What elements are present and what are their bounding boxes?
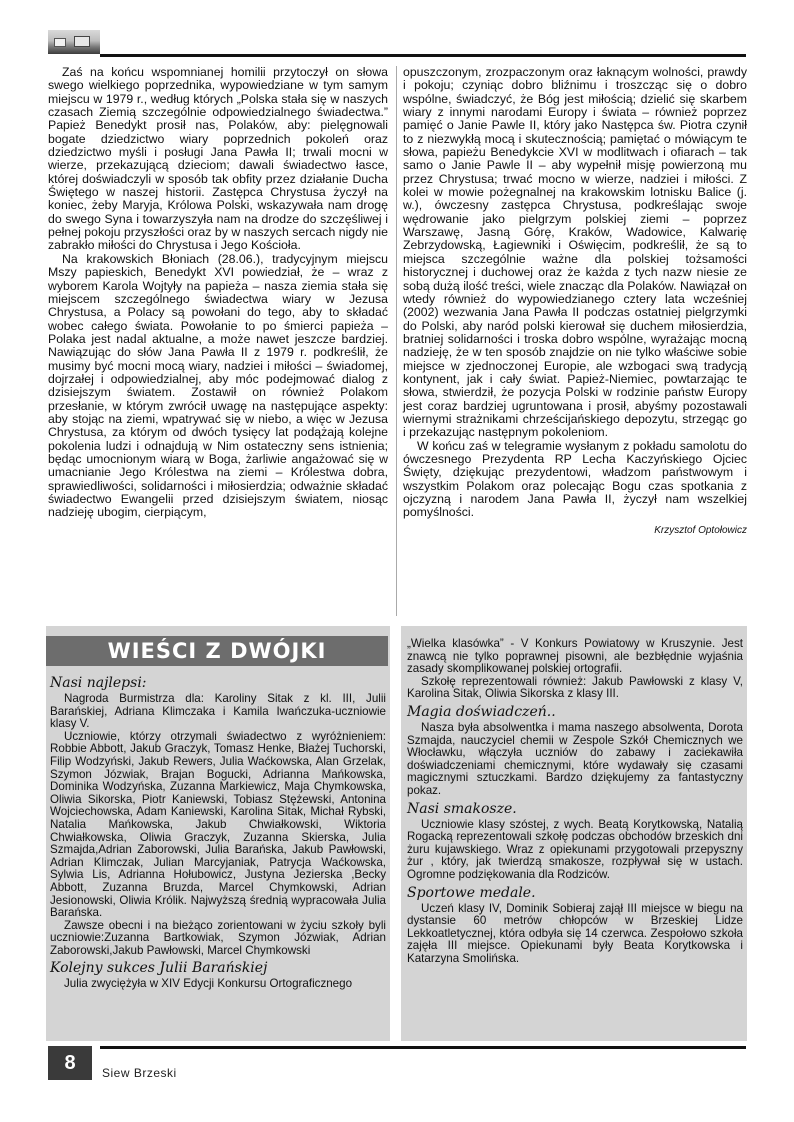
section-heading-sports: Sportowe medale.: [407, 884, 536, 901]
article-column-right: [403, 66, 747, 537]
news-title: WIEŚCI Z DWÓJKI: [46, 636, 388, 666]
article-paragraph: W końcu zaś w telegramie wysłanym z pokładu samolotu do ówczesnego Prezydenta RP Lecha Kaczyńskiego Ojciec Święty, dziękując prezydentowi, władzom państwowym i wszystkim Polakom oraz polecając Bogu czas spotkania z ojczyzną i narodem Jana Pawła II, życzył nam wszelkiej pomyślności.: [403, 438, 747, 520]
article-column-left: [48, 66, 388, 520]
header-rule: [100, 54, 746, 57]
news-paragraph: „Wielka klasówka” - V Konkurs Powiatowy w Kruszynie. Jest znawcą nie tylko poprawnej pisowni, ale bezbłędnie wyjaśnia zasady skomplikowanej polskiej ortografii.: [407, 637, 743, 676]
news-paragraph: Nasza była absolwentka i mama naszego absolwenta, Dorota Szmajda, nauczyciel chemii w Zespole Szkół Chemicznych we Włocławku, włączyła uczniów do zabawy i zaciekawiła doświadczeniami chemicznymi, które wydawały się czasami magicznymi sztuczkami. Bardzo dziękujemy za fantastyczny pokaz.: [407, 720, 743, 797]
news-paragraph: Nagroda Burmistrza dla: Karoliny Sitak z kl. III, Julii Barańskiej, Adriana Klimczaka i Kamila Iwańczuka-uczniowie klasy V.: [50, 692, 386, 731]
news-paragraph: Zawsze obecni i na bieżąco zorientowani w życiu szkoły byli uczniowie:Zuzanna Bartkowiak, Szymon Józwiak, Adrian Zaborowski,Jakub Pawłowski, Marcel Chymkowski: [50, 918, 386, 957]
news-section: [46, 626, 747, 1041]
news-paragraph: Uczeń klasy IV, Dominik Sobieraj zajął III miejsce w biegu na dystansie 60 metrów chłopców w Brzeskiej Lidze Lekkoatletycznej, która odbyła się 14 czerwca. Zespołowo szkoła zajęła III miejsce. Opiekunami były Beata Korytkowska i Katarzyna Smolińska.: [407, 901, 743, 965]
magazine-name: Siew Brzeski: [102, 1066, 177, 1080]
article-paragraph: Zaś na końcu wspomnianej homilii przytoczył on słowa swego wielkiego poprzednika, wypowiedziane w tym samym miejscu w 1979 r., według których „Polska stała się w naszych czasach Ziemią szczególnie odpowiedzialnego świadectwa.” Papież Benedykt prosił nas, Polaków, aby: pielęgnowali bogate dziedzictwo wiary poprzednich pokoleń oraz dziedzictwo myśli i posługi Jana Pawła II; trwali mocni w wierze, przekazującą dzieciom; dawali świadectwo łasce, której doświadczyli w sposób tak obfity przez działanie Ducha Świętego w naszej historii. Zastępca Chrystusa życzył na koniec, żeby Maryja, Królowa Polski, wskazywała nam drogę do swego Syna i towarzyszyła nam na drodze do szczęśliwej i pełnej pokoju przyszłości oraz by w naszych sercach nigdy nie zabrakło miłości do Chrystusa i Jego Kościoła.: [48, 65, 388, 253]
news-column-left: [50, 674, 386, 991]
article-paragraph: opuszczonym, zrozpaczonym oraz łaknącym wolności, prawdy i pokoju; czyniąc dobro bliźnimu i troszcząc się o dobro wspólne, świadczyć, że Bóg jest miłością; dzielić się skarbem wiary z innymi narodami Europy i świata – również poprzez pamięć o Janie Pawle II, który jako Następca św. Piotra czynił to z niezwykłą mocą i skutecznością; pamiętać o mówiącym te słowa, papieżu Benedykcie XVI w modlitwach i ofiarach – tak samo o Janie Pawle II – aby wypełnił misję powierzoną mu przez Chrystusa; trwać mocno w wierze, nadziei i miłości. Z kolei w mowie pożegnalnej na krakowskim lotnisku Balice (j. w.), ówczesny zastępca Chrystusa, podkreślając swoje wędrowanie jako pielgrzym polskiej ziemi – poprzez Warszawę, Jasną Górę, Kraków, Wadowice, Kalwarię Zebrzydowską, Łagiewniki i Oświęcim, podkreślił, że są to miejsca szczególnie ważne dla polskiej tożsamości historycznej i duchowej oraz że każda z tych nazw niesie ze sobą dużą ilość treści, wiele znacząc dla Polaków. Nawiązał on wtedy również do wypowiedzianego cztery lata wcześniej (2002) wezwania Jana Pawła II podczas ostatniej pielgrzymki do Polski, aby naród polski kierował się duchem miłosierdzia, bratniej solidarności i troska dobro wspólne, wyrażając mocną nadzieję, że w ten sposób znajdzie on nie tylko właściwe sobie miejsce w zjednoczonej Europie, ale wzbogaci swą tradycją kontynent, jak i cały świat. Papież-Niemiec, powtarzając te słowa, stwierdził, że pozycja Polski w rodzinie państw Europy jest coraz bardziej ugruntowana i prosił, abyśmy pozostawali wiernymi strażnikami chrześcijańskiego depozytu, strzegąc go i przekazując następnym pokoleniom.: [403, 65, 747, 440]
news-paragraph: Szkołę reprezentowali również: Jakub Pawłowski z klasy V, Karolina Sitak, Oliwia Sikorska z klasy III.: [407, 674, 743, 701]
page-number: 8: [48, 1046, 92, 1080]
section-heading-success: Kolejny sukces Julii Barańskiej: [50, 960, 268, 977]
section-heading-best: Nasi najlepsi:: [50, 675, 147, 691]
news-column-right: [407, 638, 743, 965]
news-paragraph: Uczniowie, którzy otrzymali świadectwo z wyróżnieniem: Robbie Abbott, Jakub Graczyk, Tomasz Henke, Błażej Tuchorski, Filip Wodzyński, Jakub Rewers, Julia Waćkowska, Alan Grzelak, Szymon Józwiak, Brajan Bogucki, Adrianna Mańkowska, Dominika Wodzyńska, Zuzanna Markiewicz, Maja Chymkowska, Oliwia Sikorska, Piotr Kaniewski, Tobiasz Stężewski, Antonina Wojciechowska, Adam Kaniewski, Karolina Sitak, Michał Rybski, Natalia Mańkowska, Jakub Chwiałkowski, Wiktoria Chwiałkowska, Oliwia Graczyk, Zuzanna Skierska, Julia Szmajda,Adrian Zaborowski, Julia Barańska, Jakub Pawłowski, Adrian Klimczak, Julian Marcyjaniak, Patrycja Waćkowska, Sylwia Lis, Adrianna Hołubowicz, Justyna Jezierska ,Becky Abbott, Zuzanna Bruzda, Marcel Chymkowski, Adrian Jesionowski, Oliwia Królik. Najwyższą średnią wypracowała Julia Barańska.: [50, 729, 386, 920]
column-divider: [396, 66, 397, 616]
article-paragraph: Na krakowskich Błoniach (28.06.), tradycyjnym miejscu Mszy papieskich, Benedykt XVI powiedział, że – wraz z wyborem Karola Wojtyły na papieża – nasza ziemia stała się miejscem szczególnego świadectwa wiary w Jezusa Chrystusa, a Polacy są powołani do tego, aby to składać wobec całego świata. Powołanie to po śmierci papieża – Polaka jest nadal aktualne, a może nawet jeszcze bardziej. Nawiązując do słów Jana Pawła II z 1979 r. podkreślił, że musimy być mocni mocą wiary, nadziei i miłości – świadomej, dojrzałej i odpowiedzialnej, aby móc podejmować dialog z dzisiejszym światem. Zostawił on również Polakom przesłanie, w którym zwrócił uwagę na następujące aspekty: aby stojąc na ziemi, wpatrywać się w niebo, a więc w Jezusa Chrystusa, za którym od dwóch tysięcy lat podążają kolejne pokolenia ludzi i odnajdują w Nim ostateczny sens istnienia; będąc umocnionym wiarą w Boga, żarliwie angażować się w umacnianie Jego Królestwa na ziemi – Królestwa dobra, sprawiedliwości, solidarności i miłosierdzia; odważnie składać świadectwo Ewangelii przed dzisiejszym światem, niosąc nadzieję ubogim, cierpiącym,: [48, 251, 388, 520]
section-heading-magic: Magia doświadczeń..: [407, 703, 556, 720]
article-author: Krzysztof Optołowicz: [654, 524, 747, 536]
header-photo: [48, 30, 100, 54]
news-paragraph: Julia zwyciężyła w XIV Edycji Konkursu Ortograficznego: [64, 977, 353, 991]
news-paragraph: Uczniowie klasy szóstej, z wych. Beatą Korytkowską, Natalią Rogacką reprezentowali szkołę podczas obchodów brzeskich dni żuru kujawskiego. Wraz z opiekunami przygotowali przepyszny żur , który, jak twierdzą smakosze, rozpływał się w ustach. Ogromne podziękowania dla Rodziców.: [407, 817, 743, 881]
section-heading-gourmets: Nasi smakosze.: [407, 800, 517, 817]
footer-rule: [100, 1046, 746, 1049]
